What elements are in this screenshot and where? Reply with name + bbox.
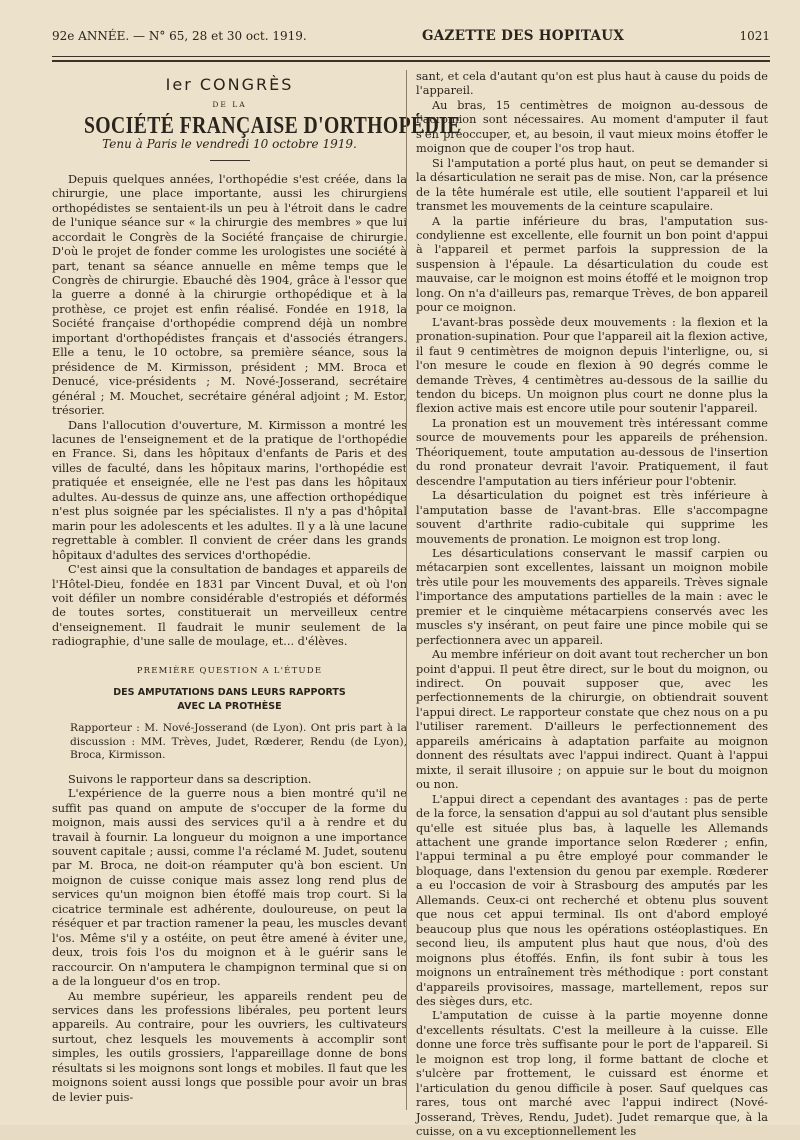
right-paragraph-1: sant, et cela d'autant qu'on est plus haut à cause du poids de l'appareil. [416,70,768,98]
right-paragraph-6: La pronation est un mouvement très intéressant comme source de mouvements pour les appareils de préhension. Théoriquement, toute amputation au-dessous de l'insertion du rond pronateur devrait l'avoir. Pratiquement, il faut descendre l'amputation au tiers inférieur pour l'obtenir. [416,416,768,488]
society-title: SOCIÉTÉ FRANÇAISE D'ORTHOPÉDIE [83,112,461,139]
left-column [52,70,461,1105]
issue-info: 92e ANNÉE. — N° 65, 28 et 30 oct. 1919. [52,29,307,43]
journal-title: GAZETTE DES HOPITAUX [421,28,625,44]
header-rule-bottom [52,60,770,62]
congress-ordinal: Ier [165,75,193,94]
intro-paragraph-3: C'est ainsi que la consultation de bandages et appareils de l'Hôtel-Dieu, fondée en 1831 par Vincent Duval, et où l'on voit défiler un nombre considérable d'estropiés et déformés de toutes sortes, constituerait un merveilleux centre d'enseignement. Il faudrait le munir seulement de la radiographie, d'une salle de moulage, et... d'élèves. [52,563,407,649]
section-title-line-1: DES AMPUTATIONS DANS LEURS RAPPORTS [113,687,346,699]
body-paragraph-2: L'expérience de la guerre nous a bien montré qu'il ne suffit pas quand on ampute de s'occuper de la forme du moignon, mais aussi des services qu'il a à rendre et du travail à fournir. La longueur du moignon a une importance souvent capitale ; aussi, comme l'a réclamé M. Judet, soutenu par M. Broca, ne doit-on réamputer qu'à bon escient. Un moignon de cuisse conique mais assez long rend plus de services qu'un moignon bien étoffé mais trop court. Si la cicatrice terminale est adhérente, douloureuse, on peut la réséquer et par traction ramener la peau, les muscles devant l'os. Même s'il y a ostéite, on peut être amené à éviter une, deux, trois fois l'os du moignon et à le guérir sans le raccourcir. On n'amputera le champignon terminal que si on a de la longueur d'os en trop. [52,787,407,989]
right-paragraph-11: L'amputation de cuisse à la partie moyenne donne d'excellents résultats. C'est la meilleure à la cuisse. Elle donne une force très suffisante pour le port de l'appareil. Si le moignon est trop long, il forme battant de cloche et s'ulcère par frottement, le cuissard est énorme et l'articulation du genou difficile à poser. Sauf quelques cas rares, tous ont marché avec l'appui indirect (Nové-Josserand, Trèves, Rendu, Judet). Judet remarque que, à la cuisse, on a vu exceptionnellement les [416,1009,768,1139]
intro-paragraph-1: Depuis quelques années, l'orthopédie s'est créée, dans la chirurgie, une place importante, aussi les chirurgiens orthopédistes se sentaient-ils un peu à l'étroit dans le cadre de l'unique séance sur « la chirurgie des membres » que lui accordait le Congrès de la Société française de chirurgie. D'où le projet de fonder comme les urologistes une société à part, tenant sa séance annuelle en même temps que le Congrès de chirurgie. Ebauché dès 1904, grâce à l'essor que la guerre a donné à la chirurgie orthopédique et à la prothèse, ce projet est enfin réalisé. Fondée en 1918, la Société française d'orthopédie comprend déjà un nombre important d'orthopédistes français et d'associés étrangers. Elle a tenu, le 10 octobre, sa première séance, sous la présidence de M. Kirmisson, président ; MM. Broca et Denucé, vice-présidents ; M. Nové-Josserand, secrétaire général ; M. Mouchet, secrétaire général adjoint ; M. Estor, trésorier. [52,172,407,418]
right-paragraph-2: Au bras, 15 centimètres de moignon au-dessous de l'acromion sont nécessaires. Au moment d'amputer il faut s'en préoccuper, et, au besoin, il vaut mieux moins étoffer le moignon que de couper l'os trop haut. [416,98,768,156]
session-date: Tenu à Paris le vendredi 10 octobre 1919. [102,137,357,152]
right-paragraph-4: A la partie inférieure du bras, l'amputation sus-condylienne est excellente, elle fournit un bon point d'appui à l'appareil et permet parfois la suppression de la suspension à l'épaule. La désarticulation du coude est mauvaise, car le moignon est moins étoffé et le moignon trop long. On n'a d'ailleurs pas, remarque Trèves, de bon appareil pour ce moignon. [416,214,768,315]
right-column [416,70,768,1140]
de-la-line: DE LA [212,100,247,110]
header-rule-top [52,56,770,57]
right-paragraph-9: Au membre inférieur on doit avant tout rechercher un bon point d'appui. Il peut être direct, sur le bout du moignon, ou indirect. On pouvait supposer que, avec les perfectionnements de la chirurgie, on obtiendrait souvent l'appui direct. Le rapporteur constate que chez nous on a pu l'utiliser rarement. D'ailleurs le perfectionnement des appareils américains à adaptation parfaite au moignon donnent des résultats avec l'appui indirect. Quant à l'appui mixte, il serait illusoire ; on appuie sur le bout du moignon ou non. [416,648,768,792]
right-paragraph-3: Si l'amputation a porté plus haut, on peut se demander si la désarticulation ne serait pas de mise. Non, car la présence de la tête humérale est utile, elle soutient l'appareil et lui transmet les mouvements de la ceinture scapulaire. [416,156,768,214]
section-title [52,686,407,714]
congress-word: CONGRÈS [199,75,294,94]
section-heading: PREMIÈRE QUESTION A L'ÉTUDE [136,665,323,676]
congress-title [52,75,407,94]
section-title-line-2: AVEC LA PROTHÈSE [177,701,282,713]
intro-paragraph-2: Dans l'allocution d'ouverture, M. Kirmisson a montré les lacunes de l'enseignement et de la pratique de l'orthopédie en France. Si, dans les hôpitaux d'enfants de Paris et des villes de faculté, dans les hôpitaux marins, l'orthopédie est pratiquée et enseignée, elle ne l'est pas dans les hôpitaux adultes. Au-dessus de quinze ans, une affection orthopédique n'est plus soignée par les spécialistes. Il n'y a pas d'hôpital marin pour les adolescents et les adultes. Il y a là une lacune regrettable à combler. Il convient de créer dans les grands hôpitaux d'adultes des services d'orthopédie. [52,418,407,562]
right-paragraph-8: Les désarticulations conservant le massif carpien ou métacarpien sont excellentes, laissant un moignon mobile très utile pour les mouvements des appareils. Trèves signale l'importance des amputations partielles de la main : avec le premier et le cinquième métacarpiens conservés avec les muscles s'y insérant, on peut faire une pince mobile qui se perfectionnera avec un appareil. [416,546,768,647]
rapporteur-line: Rapporteur : M. Nové-Josserand (de Lyon). Ont pris part à la discussion : MM. Trèves, Judet, Rœderer, Rendu (de Lyon), Broca, Kirmisson. [70,722,407,762]
right-paragraph-7: La désarticulation du poignet est très inférieure à l'amputation basse de l'avant-bras. Elle s'accompagne souvent d'arthrite radio-cubitale qui supprime les mouvements de pronation. Le moignon est trop long. [416,489,768,546]
right-paragraph-5: L'avant-bras possède deux mouvements : la flexion et la pronation-supination. Pour que l'appareil ait la flexion active, il faut 9 centimètres de moignon depuis l'interligne, ou, si l'on mesure le coude en flexion à 90 degrés comme le demande Trèves, 4 centimètres au-dessous de la saillie du tendon du biceps. Un moignon plus court ne donne plus la flexion active mais est encore utile pour soutenir l'appareil. [416,315,768,416]
body-paragraph-3: Au membre supérieur, les appareils rendent peu de services dans les professions libérales, peu portent leurs appareils. Au contraire, pour les ouvriers, les cultivateurs surtout, chez lesquels les mouvements à accomplir sont simples, les outils grossiers, l'appareillage donne de bons résultats si les moignons sont longs et mobiles. Il faut que les moignons soient aussi longs que possible pour avoir un bras de levier puis- [52,989,407,1104]
title-separator [210,160,250,161]
right-paragraph-10: L'appui direct a cependant des avantages : pas de perte de la force, la sensation d'appui au sol d'autant plus sensible qu'elle est située plus bas, à laquelle les Allemands attachent une grande importance selon Rœderer ; enfin, l'appui terminal a pu être employé pour commander le bloquage, dans l'extension du genou par exemple. Rœderer a eu l'occasion de voir à Strasbourg des amputés par les Allemands. Ceux-ci ont recherché et obtenu plus souvent que nous cet appui terminal. Ils ont d'abord employé beaucoup plus que nous les opérations ostéoplastiques. En second lieu, ils amputent plus haut que nous, d'où des moignons plus étoffés. Enfin, ils font subir à tous les moignons un entraînement très méthodique : port constant d'appareils provisoires, massage, martellement, repos sur des sièges durs, etc. [416,792,768,1008]
page-header [52,28,770,52]
column-divider [406,70,407,1110]
body-paragraph-1: Suivons le rapporteur dans sa description. [68,772,312,786]
page-number: 1021 [739,29,770,43]
